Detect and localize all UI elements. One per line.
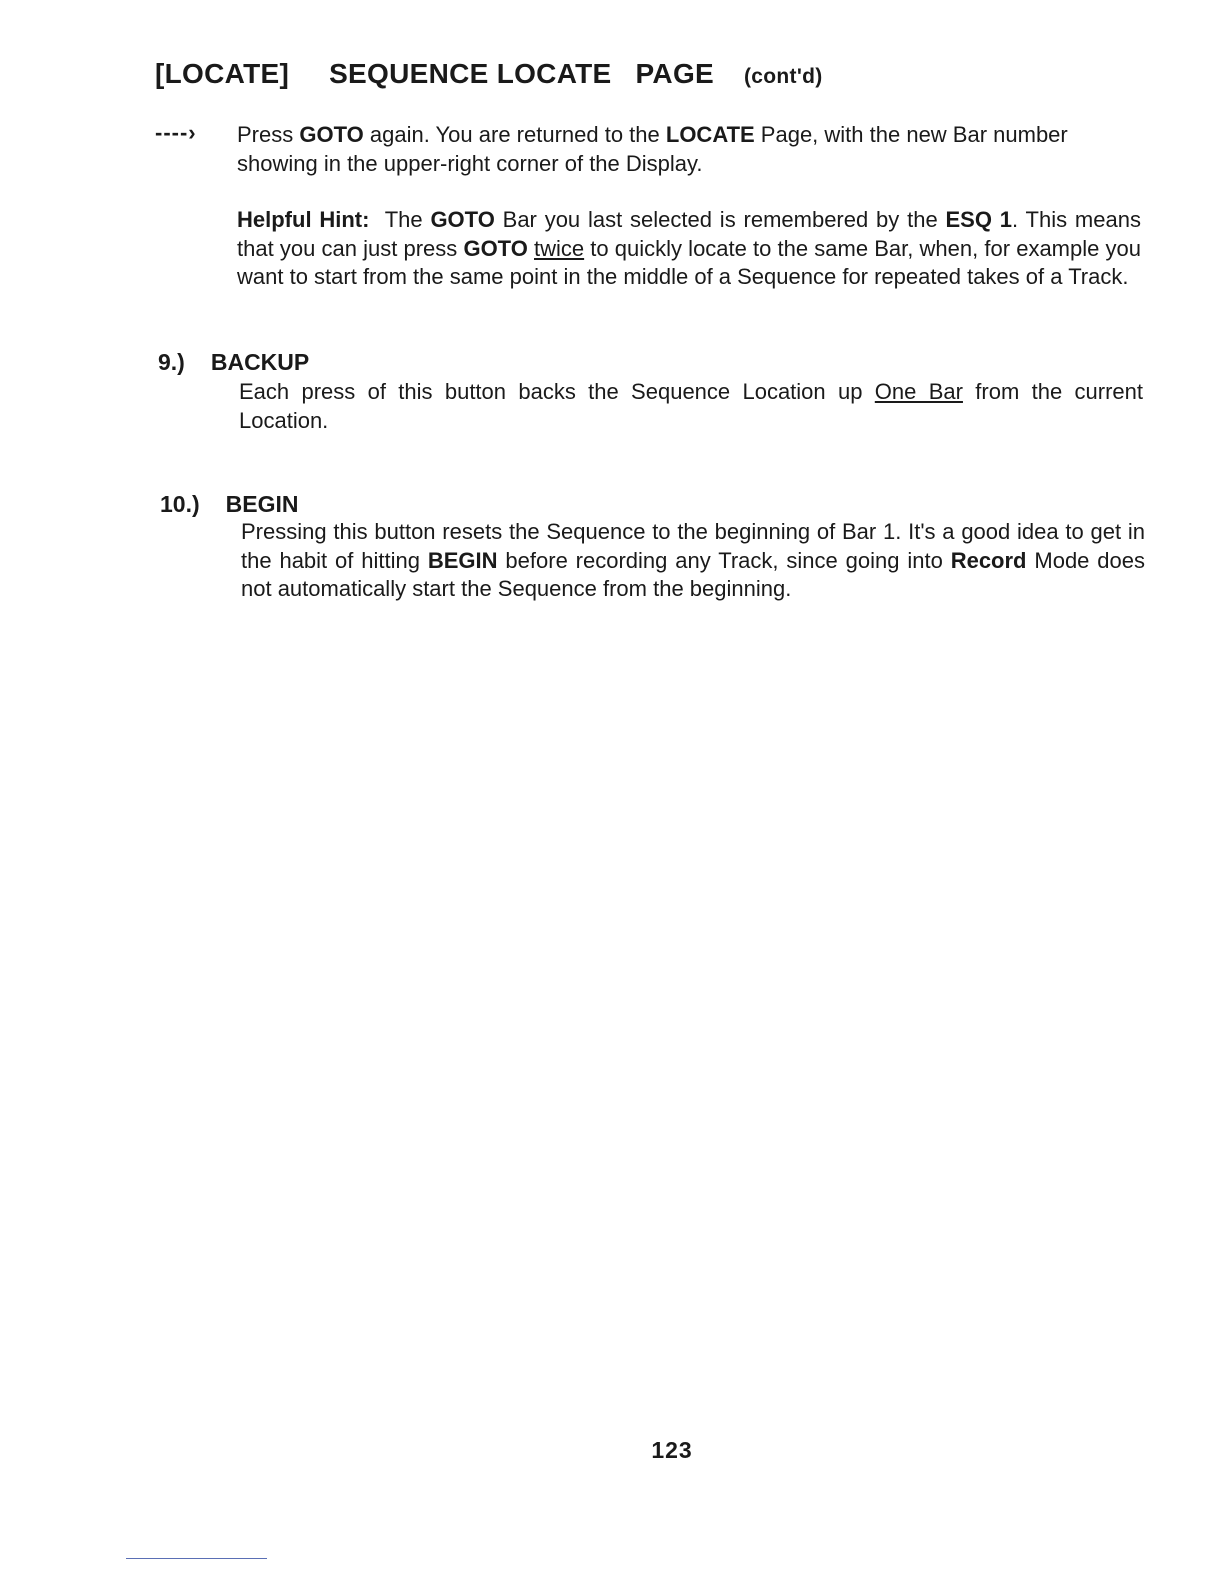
goto-text-3: Page, with the new Bar number showing in the upper-right corner of the Display.	[237, 122, 1068, 176]
helpful-hint-paragraph	[237, 206, 1141, 292]
backup-title: BACKUP	[210, 349, 310, 375]
hint-twice: twice	[534, 235, 585, 261]
hint-text-1: The	[369, 207, 431, 232]
goto-text-2: again. You are returned to the	[363, 122, 666, 147]
hint-text-5: to quickly locate to the same Bar, when, for example you want to start from the same point in the middle of a Sequence for repeated takes of a Track.	[237, 235, 1141, 289]
title-page: PAGE	[635, 58, 715, 89]
backup-text-1: Each press of this button backs the Sequence Location up	[239, 379, 875, 404]
page-number: 123	[651, 1437, 693, 1463]
hint-esq1: ESQ 1	[945, 207, 1013, 232]
hint-goto-key: GOTO	[430, 207, 495, 232]
title-contd: (cont'd)	[744, 65, 823, 88]
begin-text-3: Mode does not automatically start the Sequence from the beginning.	[241, 547, 1145, 601]
record-key: Record	[950, 547, 1027, 573]
title-bracket: [LOCATE]	[155, 58, 290, 89]
goto-text-1: Press	[237, 122, 300, 147]
begin-text-2: before recording any Track, since going into	[497, 547, 951, 573]
begin-title: BEGIN	[225, 491, 299, 517]
hint-label: Helpful Hint:	[237, 207, 370, 232]
begin-text-1: Pressing this button resets the Sequence to the beginning of Bar 1. It's a good idea to get in the habit of hitting	[241, 519, 1145, 573]
begin-heading	[160, 491, 298, 518]
begin-key: BEGIN	[427, 547, 498, 573]
locate-key: LOCATE	[665, 122, 755, 147]
hint-text-2: Bar you last selected is remembered by the	[494, 207, 946, 232]
footnote-divider	[126, 1558, 267, 1559]
begin-paragraph	[241, 518, 1145, 604]
hint-goto-key-2: GOTO	[463, 235, 528, 261]
title-main: SEQUENCE LOCATE	[329, 58, 612, 89]
goto-key: GOTO	[299, 122, 364, 147]
begin-number: 10.)	[160, 491, 200, 517]
hint-text-3: . This means that you can just press	[237, 207, 1141, 261]
backup-text-2: from the current Location.	[239, 379, 1143, 433]
backup-number: 9.)	[158, 349, 185, 375]
goto-step-paragraph	[237, 121, 1139, 178]
backup-one-bar: One Bar	[874, 379, 963, 404]
page-title	[155, 58, 823, 90]
step-arrow-marker: ----›	[155, 120, 197, 145]
backup-paragraph	[239, 378, 1143, 435]
backup-heading	[158, 349, 309, 376]
